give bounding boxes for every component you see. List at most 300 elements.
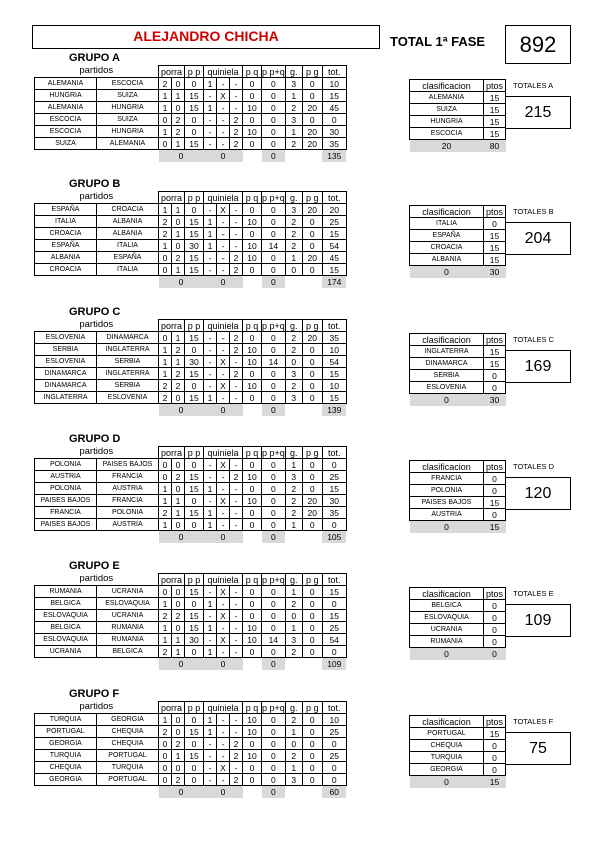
match-row [35, 507, 347, 519]
clasificacion-sum-row [410, 394, 506, 406]
matches-table [34, 573, 347, 670]
clasificacion-points: 0 [484, 752, 506, 764]
ptos-header: ptos [484, 206, 506, 218]
clasificacion-team: CROACIA [410, 242, 484, 254]
clasificacion-sum-2: 80 [484, 140, 506, 152]
sum-spacer [285, 150, 322, 162]
goals: 3 [285, 392, 302, 404]
clasificacion-header: clasificacion [410, 206, 484, 218]
partidos-header: partidos [79, 573, 114, 585]
pp-points: 0 [185, 380, 204, 392]
row-total: 25 [322, 622, 346, 634]
quiniela-1: - [204, 368, 217, 380]
clasificacion-row [410, 92, 506, 104]
goals: 3 [285, 114, 302, 126]
match-row [35, 138, 347, 150]
quiniela-1: 1 [204, 240, 217, 252]
quiniela-1: 1 [204, 102, 217, 114]
quiniela-1: 1 [204, 598, 217, 610]
away-team: FRANCIA [97, 471, 159, 483]
home-team: TURQUIA [35, 714, 97, 726]
group-section [0, 560, 595, 685]
quiniela-x: - [217, 138, 230, 150]
porra-away: 2 [172, 126, 185, 138]
match-row [35, 762, 347, 774]
clasificacion-table [409, 715, 506, 788]
pg-points: 0 [302, 483, 322, 495]
quiniela-x: - [217, 126, 230, 138]
quiniela-x: - [217, 519, 230, 531]
clasificacion-row [410, 497, 506, 509]
quiniela-1: 1 [204, 519, 217, 531]
ppq-points: 0 [262, 102, 286, 114]
ppq-points: 0 [262, 368, 286, 380]
porra-home: 1 [159, 126, 172, 138]
quiniela-2: - [230, 380, 243, 392]
match-row [35, 646, 347, 658]
pq-header: p q [243, 447, 262, 459]
goals: 1 [285, 726, 302, 738]
home-team: AUSTRIA [35, 471, 97, 483]
pg-points: 20 [302, 332, 322, 344]
matches-table [34, 319, 347, 416]
porra-home: 2 [159, 216, 172, 228]
match-row [35, 495, 347, 507]
sum-row [35, 786, 347, 798]
clasificacion-sum-1: 0 [410, 266, 484, 278]
clasificacion-header: clasificacion [410, 461, 484, 473]
away-team: AUSTRIA [97, 519, 159, 531]
pg-points: 0 [302, 114, 322, 126]
quiniela-2: - [230, 519, 243, 531]
g-header: g. [285, 574, 302, 586]
sum-quiniela: 0 [204, 786, 243, 798]
row-total: 0 [322, 114, 346, 126]
pp-points: 15 [185, 750, 204, 762]
clasificacion-row [410, 728, 506, 740]
sum-spacer [35, 786, 159, 798]
porra-header: porra [159, 702, 185, 714]
partidos-header: partidos [79, 319, 114, 331]
group-title: GRUPO E [69, 560, 120, 572]
group-totals-value: 204 [505, 222, 571, 255]
home-team: ESLOVAQUIA [35, 610, 97, 622]
ppq-points: 0 [262, 114, 286, 126]
quiniela-1: - [204, 762, 217, 774]
away-team: HUNGRIA [97, 102, 159, 114]
porra-away: 1 [172, 495, 185, 507]
pp-points: 0 [185, 598, 204, 610]
row-total: 45 [322, 102, 346, 114]
porra-away: 1 [172, 646, 185, 658]
clasificacion-points: 15 [484, 104, 506, 116]
clasificacion-team: POLONIA [410, 485, 484, 497]
clasificacion-sum-row [410, 521, 506, 533]
group-totals-value: 120 [505, 477, 571, 510]
group-totals-label: TOTALES E [513, 589, 554, 598]
porra-away: 1 [172, 90, 185, 102]
ppq-points: 0 [262, 774, 286, 786]
row-total: 15 [322, 228, 346, 240]
ppq-points: 0 [262, 264, 286, 276]
quiniela-x: - [217, 114, 230, 126]
clasificacion-points: 15 [484, 92, 506, 104]
g-header: g. [285, 320, 302, 332]
quiniela-x: X [217, 610, 230, 622]
pp-points: 15 [185, 622, 204, 634]
quiniela-1: - [204, 610, 217, 622]
home-team: ALEMANIA [35, 102, 97, 114]
quiniela-x: X [217, 459, 230, 471]
porra-away: 1 [172, 356, 185, 368]
porra-home: 2 [159, 392, 172, 404]
quiniela-1: 1 [204, 392, 217, 404]
clasificacion-sum-2: 15 [484, 776, 506, 788]
clasificacion-points: 0 [484, 485, 506, 497]
pq-points: 10 [243, 634, 262, 646]
clasificacion-points: 0 [484, 473, 506, 485]
goals: 0 [285, 264, 302, 276]
row-total: 54 [322, 240, 346, 252]
quiniela-1: - [204, 138, 217, 150]
quiniela-1: - [204, 114, 217, 126]
ppq-points: 0 [262, 586, 286, 598]
home-team: PAISES BAJOS [35, 495, 97, 507]
ppq-points: 0 [262, 252, 286, 264]
porra-away: 0 [172, 483, 185, 495]
pp-points: 0 [185, 204, 204, 216]
porra-home: 0 [159, 252, 172, 264]
porra-home: 1 [159, 519, 172, 531]
quiniela-2: 2 [230, 471, 243, 483]
porra-away: 0 [172, 392, 185, 404]
porra-home: 1 [159, 240, 172, 252]
porra-home: 1 [159, 102, 172, 114]
clasificacion-points: 0 [484, 218, 506, 230]
clasificacion-team: ESLOVAQUIA [410, 612, 484, 624]
porra-away: 0 [172, 519, 185, 531]
away-team: UCRANIA [97, 586, 159, 598]
pp-points: 15 [185, 368, 204, 380]
ppq-points: 0 [262, 495, 286, 507]
pg-header: p g [302, 702, 322, 714]
sum-spacer [285, 404, 322, 416]
porra-home: 2 [159, 610, 172, 622]
quiniela-x: - [217, 368, 230, 380]
pp-points: 15 [185, 252, 204, 264]
quiniela-x: - [217, 240, 230, 252]
pp-header: p p [185, 192, 204, 204]
quiniela-2: - [230, 726, 243, 738]
porra-home: 2 [159, 380, 172, 392]
sum-total: 135 [322, 150, 346, 162]
pp-points: 15 [185, 610, 204, 622]
row-total: 15 [322, 368, 346, 380]
away-team: TURQUIA [97, 762, 159, 774]
pg-header: p g [302, 447, 322, 459]
sum-quiniela: 0 [204, 404, 243, 416]
ppq-points: 0 [262, 471, 286, 483]
clasificacion-team: ESLOVENIA [410, 382, 484, 394]
pg-points: 0 [302, 344, 322, 356]
pg-points: 0 [302, 519, 322, 531]
porra-home: 2 [159, 507, 172, 519]
clasificacion-team: DINAMARCA [410, 358, 484, 370]
sum-pp: 0 [159, 658, 204, 670]
match-row [35, 252, 347, 264]
pg-points: 0 [302, 598, 322, 610]
home-team: PORTUGAL [35, 726, 97, 738]
group-section [0, 52, 595, 177]
porra-away: 0 [172, 216, 185, 228]
porra-away: 2 [172, 114, 185, 126]
pp-points: 30 [185, 356, 204, 368]
home-team: BELGICA [35, 622, 97, 634]
goals: 1 [285, 252, 302, 264]
pg-points: 0 [302, 610, 322, 622]
ppq-points: 0 [262, 507, 286, 519]
match-row [35, 634, 347, 646]
quiniela-x: X [217, 762, 230, 774]
clasificacion-sum-2: 15 [484, 521, 506, 533]
clasificacion-team: ESPAÑA [410, 230, 484, 242]
clasificacion-row [410, 485, 506, 497]
away-team: ITALIA [97, 264, 159, 276]
clasificacion-header: clasificacion [410, 716, 484, 728]
row-total: 35 [322, 138, 346, 150]
pp-points: 15 [185, 726, 204, 738]
clasificacion-team: PORTUGAL [410, 728, 484, 740]
quiniela-x: - [217, 622, 230, 634]
quiniela-header: quiniela [204, 320, 243, 332]
goals: 2 [285, 380, 302, 392]
porra-header: porra [159, 192, 185, 204]
row-total: 35 [322, 507, 346, 519]
away-team: HUNGRIA [97, 126, 159, 138]
group-totals-label: TOTALES F [513, 717, 554, 726]
home-team: DINAMARCA [35, 368, 97, 380]
pp-points: 0 [185, 126, 204, 138]
clasificacion-row [410, 636, 506, 648]
row-total: 15 [322, 90, 346, 102]
sum-spacer [35, 658, 159, 670]
ppq-points: 0 [262, 762, 286, 774]
pg-points: 0 [302, 471, 322, 483]
match-row [35, 368, 347, 380]
clasificacion-sum-2: 30 [484, 266, 506, 278]
clasificacion-points: 15 [484, 497, 506, 509]
clasificacion-row [410, 346, 506, 358]
porra-home: 2 [159, 726, 172, 738]
pq-points: 10 [243, 252, 262, 264]
match-row [35, 622, 347, 634]
row-total: 0 [322, 598, 346, 610]
quiniela-1: - [204, 90, 217, 102]
sum-quiniela: 0 [204, 150, 243, 162]
quiniela-1: - [204, 459, 217, 471]
sum-quiniela: 0 [204, 276, 243, 288]
row-total: 10 [322, 344, 346, 356]
clasificacion-team: BELGICA [410, 600, 484, 612]
tot-header: tot. [322, 66, 346, 78]
pp-points: 15 [185, 471, 204, 483]
clasificacion-row [410, 230, 506, 242]
pp-header: p p [185, 447, 204, 459]
goals: 2 [285, 507, 302, 519]
porra-away: 0 [172, 102, 185, 114]
quiniela-2: - [230, 392, 243, 404]
clasificacion-points: 0 [484, 636, 506, 648]
sum-row [35, 276, 347, 288]
sum-ppq: 0 [262, 404, 286, 416]
home-team: RUMANIA [35, 586, 97, 598]
quiniela-2: - [230, 586, 243, 598]
match-row [35, 344, 347, 356]
pg-points: 0 [302, 380, 322, 392]
pg-points: 0 [302, 392, 322, 404]
clasificacion-row [410, 612, 506, 624]
sum-ppq: 0 [262, 150, 286, 162]
clasificacion-table [409, 333, 506, 406]
pq-header: p q [243, 66, 262, 78]
goals: 2 [285, 138, 302, 150]
sum-total: 174 [322, 276, 346, 288]
porra-away: 2 [172, 368, 185, 380]
clasificacion-team: CHEQUIA [410, 740, 484, 752]
sum-row [35, 404, 347, 416]
group-totals-value: 215 [505, 96, 571, 129]
pg-points: 0 [302, 90, 322, 102]
pp-header: p p [185, 702, 204, 714]
porra-away: 1 [172, 204, 185, 216]
group-section [0, 306, 595, 431]
clasificacion-team: ESCOCIA [410, 128, 484, 140]
pq-points: 0 [243, 646, 262, 658]
goals: 2 [285, 495, 302, 507]
pp-points: 30 [185, 634, 204, 646]
pp-points: 15 [185, 90, 204, 102]
row-total: 30 [322, 495, 346, 507]
pq-header: p q [243, 574, 262, 586]
match-row [35, 356, 347, 368]
partidos-header: partidos [79, 701, 114, 713]
porra-away: 0 [172, 78, 185, 90]
pg-points: 0 [302, 586, 322, 598]
pq-points: 10 [243, 750, 262, 762]
home-team: ALBANIA [35, 252, 97, 264]
home-team: POLONIA [35, 459, 97, 471]
porra-away: 2 [172, 774, 185, 786]
quiniela-2: - [230, 622, 243, 634]
quiniela-2: - [230, 356, 243, 368]
home-team: INGLATERRA [35, 392, 97, 404]
sum-spacer [243, 150, 262, 162]
quiniela-x: - [217, 738, 230, 750]
pg-points: 20 [302, 204, 322, 216]
clasificacion-row [410, 254, 506, 266]
quiniela-x: - [217, 252, 230, 264]
pq-points: 0 [243, 586, 262, 598]
clasificacion-points: 0 [484, 624, 506, 636]
clasificacion-points: 0 [484, 509, 506, 521]
quiniela-header: quiniela [204, 66, 243, 78]
group-totals-value: 75 [505, 732, 571, 765]
pp-points: 15 [185, 332, 204, 344]
sum-spacer [243, 658, 262, 670]
porra-home: 1 [159, 714, 172, 726]
group-title: GRUPO C [69, 306, 121, 318]
quiniela-2: 2 [230, 252, 243, 264]
away-team: SUIZA [97, 114, 159, 126]
away-team: ESLOVAQUIA [97, 598, 159, 610]
sum-total: 139 [322, 404, 346, 416]
clasificacion-team: TURQUIA [410, 752, 484, 764]
porra-header: porra [159, 447, 185, 459]
clasificacion-team: RUMANIA [410, 636, 484, 648]
clasificacion-table [409, 460, 506, 533]
clasificacion-team: ALEMANIA [410, 92, 484, 104]
clasificacion-header: clasificacion [410, 588, 484, 600]
clasificacion-points: 0 [484, 370, 506, 382]
quiniela-2: - [230, 240, 243, 252]
sum-spacer [285, 531, 322, 543]
clasificacion-table [409, 205, 506, 278]
quiniela-x: - [217, 392, 230, 404]
quiniela-x: - [217, 264, 230, 276]
clasificacion-team: AUSTRIA [410, 509, 484, 521]
group-totals-label: TOTALES A [513, 81, 554, 90]
goals: 2 [285, 344, 302, 356]
quiniela-2: - [230, 102, 243, 114]
porra-away: 0 [172, 459, 185, 471]
porra-home: 1 [159, 344, 172, 356]
pp-points: 0 [185, 459, 204, 471]
ppq-points: 14 [262, 634, 286, 646]
porra-home: 0 [159, 332, 172, 344]
quiniela-x: - [217, 344, 230, 356]
goals: 1 [285, 519, 302, 531]
away-team: ESLOVENIA [97, 392, 159, 404]
match-row [35, 598, 347, 610]
sum-pp: 0 [159, 276, 204, 288]
pp-points: 0 [185, 762, 204, 774]
pq-points: 0 [243, 738, 262, 750]
goals: 0 [285, 610, 302, 622]
pq-points: 10 [243, 344, 262, 356]
clasificacion-sum-row [410, 776, 506, 788]
away-team: CHEQUIA [97, 738, 159, 750]
pp-points: 0 [185, 714, 204, 726]
clasificacion-team: HUNGRIA [410, 116, 484, 128]
sum-row [35, 531, 347, 543]
row-total: 15 [322, 610, 346, 622]
quiniela-2: 2 [230, 750, 243, 762]
goals: 3 [285, 78, 302, 90]
home-team: ESLOVENIA [35, 332, 97, 344]
match-row [35, 392, 347, 404]
pq-points: 0 [243, 507, 262, 519]
porra-away: 0 [172, 762, 185, 774]
porra-away: 0 [172, 598, 185, 610]
home-team: ESLOVAQUIA [35, 634, 97, 646]
home-team: DINAMARCA [35, 380, 97, 392]
porra-away: 0 [172, 622, 185, 634]
quiniela-x: - [217, 726, 230, 738]
clasificacion-sum-1: 0 [410, 648, 484, 660]
quiniela-1: - [204, 586, 217, 598]
home-team: ESPAÑA [35, 204, 97, 216]
clasificacion-row [410, 370, 506, 382]
